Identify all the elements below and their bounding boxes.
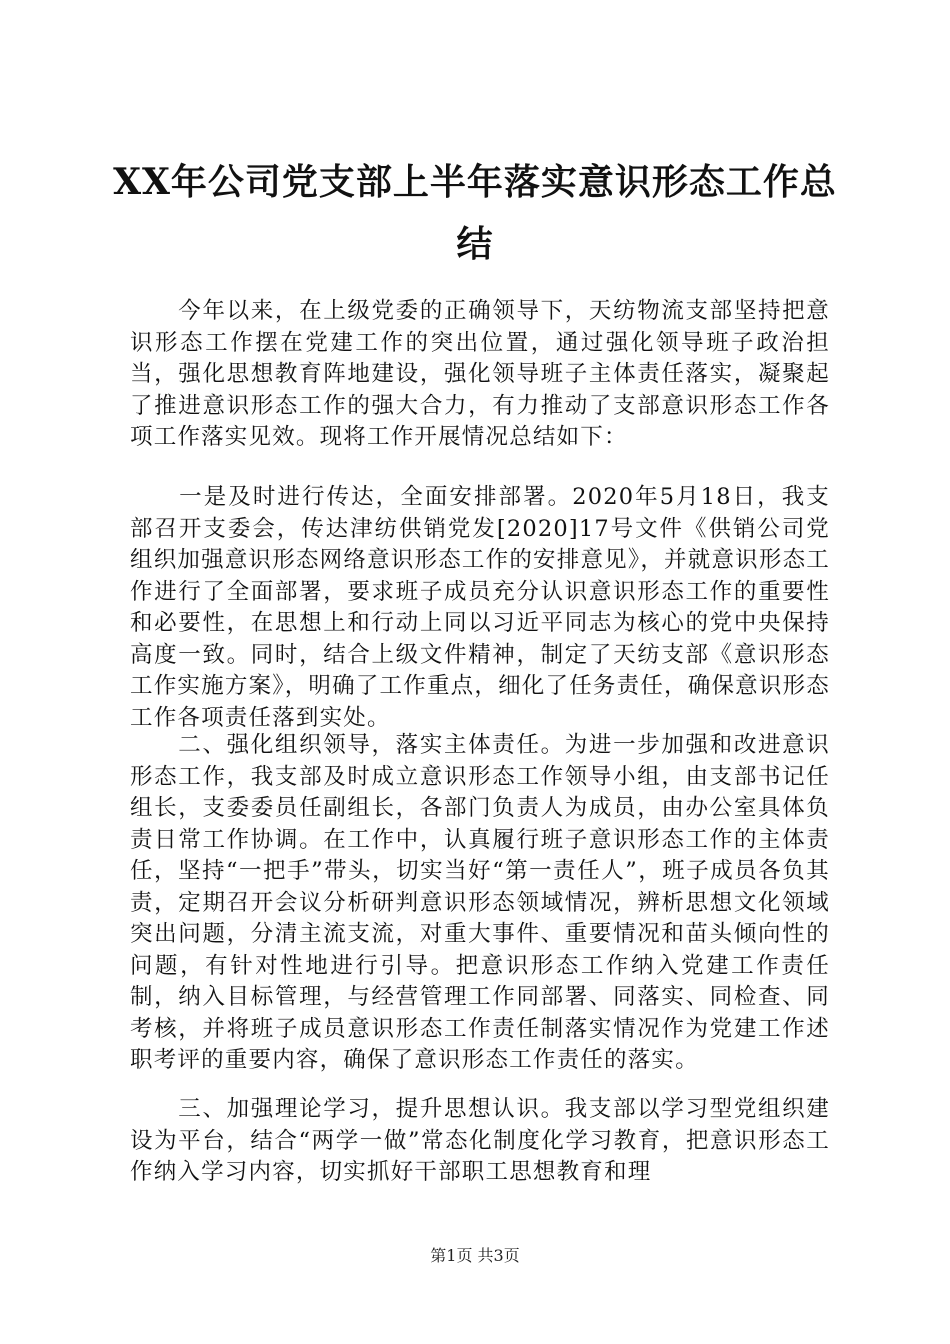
paragraph-intro: 今年以来，在上级党委的正确领导下，天纺物流支部坚持把意识形态工作摆在党建工作的突出位置，通过强化领导班子政治担当，强化思想教育阵地建设，强化领导班子主体责任落实，凝聚起了推进意识形态工作的强大合力，有力推动了支部意识形态工作各项工作落实见效。现将工作开展情况总结如下： (130, 298, 830, 450)
document-title-line-2: 结 (456, 223, 494, 265)
paragraph-section-1: 一是及时进行传达，全面安排部署。2020年5月18日，我支部召开支委会，传达津纺供销党发[2020]17号文件《供销公司党组织加强意识形态网络意识形态工作的安排意见》，并就意识形态工作进行了全面部署，要求班子成员充分认识意识形态工作的重要性和必要性，在思想上和行动上同以习近平同志为核心的党中央保持高度一致。同时，结合上级文件精神，制定了天纺支部《意识形态工作实施方案》，明确了工作重点，细化了任务责任，确保意识形态工作各项责任落到实处。 (130, 484, 830, 731)
page-footer: 第1页 共3页 (430, 1246, 520, 1265)
paragraph-section-3: 三、加强理论学习，提升思想认识。我支部以学习型党组织建设为平台，结合“两学一做”常态化制度化学习教育，把意识形态工作纳入学习内容，切实抓好干部职工思想教育和理 (130, 1096, 830, 1185)
document-title-line-1: XX年公司党支部上半年落实意识形态工作总 (113, 161, 837, 203)
paragraph-section-2: 二、强化组织领导，落实主体责任。为进一步加强和改进意识形态工作，我支部及时成立意识形态工作领导小组，由支部书记任组长，支委委员任副组长，各部门负责人为成员，由办公室具体负责日常工作协调。在工作中，认真履行班子意识形态工作的主体责任，坚持“一把手”带头，切实当好“第一责任人”，班子成员各负其责，定期召开会议分析研判意识形态领域情况，辨析思想文化领域突出问题，分清主流支流，对重大事件、重要情况和苗头倾向性的问题，有针对性地进行引导。把意识形态工作纳入党建工作责任制，纳入目标管理，与经营管理工作同部署、同落实、同检查、同考核，并将班子成员意识形态工作责任制落实情况作为党建工作述职考评的重要内容，确保了意识形态工作责任的落实。 (130, 732, 830, 1073)
